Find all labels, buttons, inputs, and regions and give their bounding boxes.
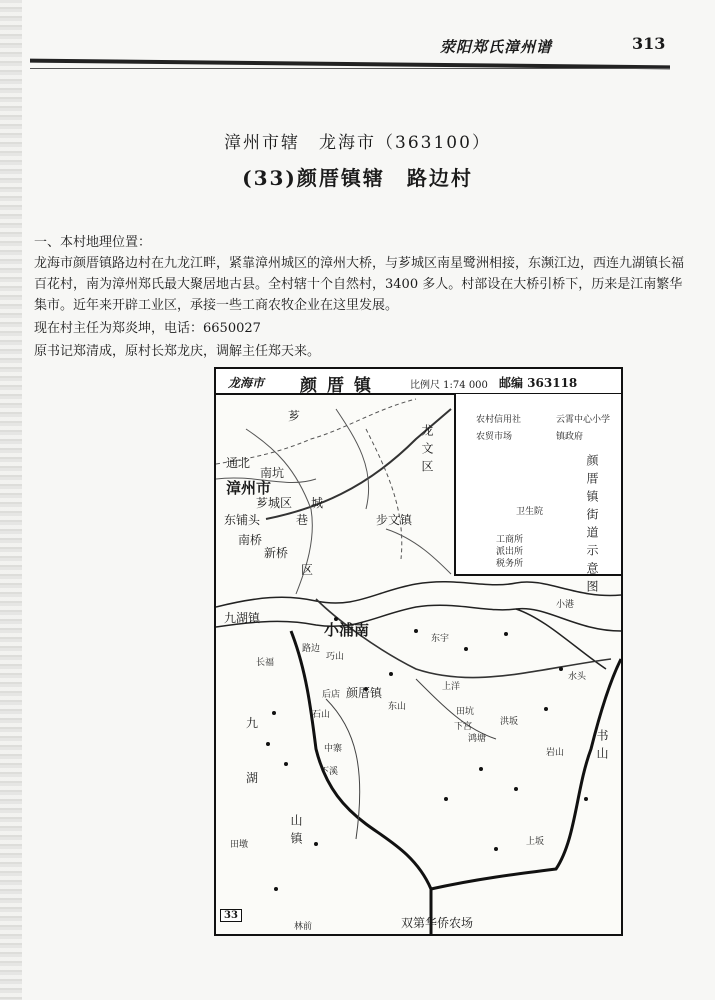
map-place-label: 田墩 [230, 840, 249, 850]
map-city-label: 龙海市 [228, 376, 265, 390]
map-place-label: 城 [311, 496, 324, 510]
map-place-label: 后店 [322, 690, 341, 700]
map-page-number: 33 [220, 909, 242, 922]
map-place-label: 岩山 [546, 748, 565, 758]
map-place-label: 双第华侨农场 [401, 916, 474, 930]
map-place-label: 芗城区 [256, 496, 293, 510]
inset-title: 颜厝镇街道示意图 [585, 454, 599, 598]
map-title-bar [216, 369, 621, 395]
inset-label: 税务所 [496, 559, 524, 569]
map-scale-label: 比例尺 1:74 000 [410, 380, 488, 391]
inset-label: 镇政府 [556, 432, 584, 442]
map-place-label: 小港 [556, 600, 575, 610]
section-heading: 一、本村地理位置： [34, 235, 152, 250]
inset-label: 工商所 [496, 535, 524, 545]
inset-label: 农贸市场 [476, 432, 513, 442]
map-place-label: 下宫 [454, 722, 473, 732]
inset-label: 农村信用社 [476, 415, 522, 425]
inset-label: 派出所 [496, 547, 524, 557]
map-place-label: 鸿塘 [468, 734, 487, 744]
map-place-label: 山镇 [289, 814, 303, 850]
map-place-label: 石山 [312, 710, 331, 720]
inset-label: 卫生院 [516, 507, 544, 517]
map-place-label: 林前 [294, 922, 313, 932]
street-inset [454, 394, 621, 598]
map-place-label: 田坑 [456, 707, 475, 717]
map-place-label: 龙文区 [420, 424, 434, 478]
running-header-title: 荥阳郑氏漳州谱 [440, 38, 553, 56]
map-place-label: 东宇 [431, 634, 450, 644]
map-place-label: 小浦南 [324, 621, 370, 639]
map-place-label: 东铺头 [224, 513, 261, 527]
map-place-label: 上坂 [526, 837, 545, 847]
village-map [214, 367, 623, 936]
map-place-label: 南坑 [260, 466, 285, 480]
inset-label: 云霄中心小学 [556, 415, 611, 425]
map-place-label: 通北 [226, 456, 251, 470]
page-number: 313 [632, 34, 666, 53]
map-place-label: 步文镇 [376, 513, 413, 527]
former-officials-line: 原书记郑清成，原村长郑龙庆，调解主任郑天来。 [34, 344, 321, 359]
map-place-label: 下溪 [320, 767, 339, 777]
map-place-label: 湖 [246, 771, 259, 785]
map-place-label: 芗 [288, 409, 301, 423]
map-place-label: 长福 [256, 658, 275, 668]
map-place-label: 区 [301, 563, 314, 577]
map-place-label: 书山 [595, 729, 609, 765]
map-place-label: 东山 [388, 702, 407, 712]
subtitle: 漳州市辖 龙海市（363100） [224, 133, 491, 153]
map-place-label: 南桥 [238, 533, 263, 547]
page-title: (33)颜厝镇辖 路边村 [242, 166, 473, 190]
contact-line: 现在村主任为郑炎坤，电话：6650027 [34, 321, 261, 336]
map-place-label: 颜厝镇 [346, 686, 383, 700]
location-paragraph: 龙海市颜厝镇路边村在九龙江畔，紧靠漳州城区的漳州大桥，与芗城区南星鹭洲相接，东濒江边，西连九湖镇长福百花村，南为漳州郑氏最大聚居地古县。全村辖十个自然村，3400 多人。村部设在大桥引桥下，历来是江南繁华集市。近年来开辟工业区，承接一些工商农牧企业在这里发展。 [34, 256, 685, 313]
map-postcode-label: 邮编 363118 [499, 376, 578, 390]
map-town-label: 颜厝镇 [300, 376, 381, 396]
map-place-label: 巷 [296, 513, 309, 527]
map-place-label: 水头 [568, 672, 587, 682]
map-place-label: 路边 [302, 644, 321, 654]
map-place-label: 漳州市 [226, 479, 272, 497]
map-place-label: 九 [246, 716, 259, 730]
map-place-label: 洪坂 [500, 717, 519, 727]
map-place-label: 新桥 [264, 546, 289, 560]
header-rule-thin [30, 68, 670, 69]
map-place-label: 巧山 [326, 652, 345, 662]
map-place-label: 中寨 [324, 744, 343, 754]
map-place-label: 上洋 [442, 682, 461, 692]
map-place-label: 九湖镇 [224, 611, 261, 625]
